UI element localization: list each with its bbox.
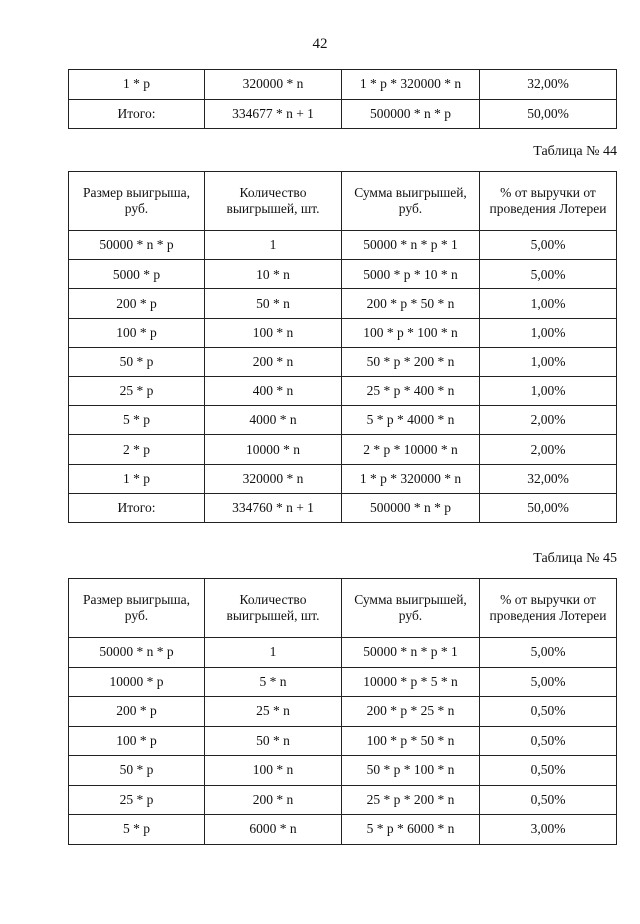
page-number: 42	[312, 36, 328, 52]
table-row	[69, 260, 617, 289]
table-row	[69, 435, 617, 464]
table-45-caption: Таблица № 45	[533, 551, 617, 566]
prize-size-cell: 5 * p	[69, 406, 205, 435]
table-row	[69, 231, 617, 260]
revenue-percent-cell: 0,50%	[480, 726, 617, 756]
prize-count-cell: 400 * n	[205, 376, 342, 405]
revenue-percent-cell: 32,00%	[480, 464, 617, 493]
prize-sum-cell: 5 * p * 6000 * n	[342, 815, 480, 845]
prize-count-cell: 200 * n	[205, 785, 342, 815]
table-body	[69, 231, 617, 523]
prize-sum-cell: 50000 * n * p * 1	[342, 231, 480, 260]
revenue-percent-cell: 2,00%	[480, 435, 617, 464]
revenue-percent-cell: 50,00%	[480, 99, 617, 129]
prize-size-cell: 5 * p	[69, 815, 205, 845]
prize-size-cell: 1 * p	[69, 70, 205, 100]
prize-count-cell: 50 * n	[205, 726, 342, 756]
prize-count-cell: 100 * n	[205, 318, 342, 347]
revenue-percent-cell: 1,00%	[480, 289, 617, 318]
table-header-row	[69, 579, 617, 638]
revenue-percent-cell: 2,00%	[480, 406, 617, 435]
table-row	[69, 638, 617, 668]
table-row	[69, 99, 617, 129]
header-prize-sum: Сумма выигрышей, руб.	[342, 579, 480, 638]
prize-size-cell: 5000 * p	[69, 260, 205, 289]
prize-count-cell: 334760 * n + 1	[205, 493, 342, 522]
prize-sum-cell: 500000 * n * p	[342, 99, 480, 129]
prize-sum-cell: 50 * p * 200 * n	[342, 347, 480, 376]
revenue-percent-cell: 50,00%	[480, 493, 617, 522]
table-row	[69, 406, 617, 435]
prize-size-cell: 50000 * n * p	[69, 231, 205, 260]
table-body	[69, 638, 617, 845]
prize-size-cell: 200 * p	[69, 697, 205, 727]
prize-size-cell: 100 * p	[69, 726, 205, 756]
revenue-percent-cell: 0,50%	[480, 785, 617, 815]
prize-count-cell: 50 * n	[205, 289, 342, 318]
table-header-row	[69, 172, 617, 231]
prize-size-cell: Итого:	[69, 99, 205, 129]
prize-count-cell: 320000 * n	[205, 70, 342, 100]
table-row	[69, 376, 617, 405]
revenue-percent-cell: 5,00%	[480, 638, 617, 668]
prize-size-cell: 10000 * p	[69, 667, 205, 697]
prize-count-cell: 100 * n	[205, 756, 342, 786]
prize-size-cell: 25 * p	[69, 376, 205, 405]
revenue-percent-cell: 3,00%	[480, 815, 617, 845]
prize-sum-cell: 2 * p * 10000 * n	[342, 435, 480, 464]
prize-sum-cell: 25 * p * 200 * n	[342, 785, 480, 815]
revenue-percent-cell: 32,00%	[480, 70, 617, 100]
prize-count-cell: 320000 * n	[205, 464, 342, 493]
revenue-percent-cell: 1,00%	[480, 347, 617, 376]
prize-count-cell: 10 * n	[205, 260, 342, 289]
revenue-percent-cell: 0,50%	[480, 756, 617, 786]
table-row	[69, 815, 617, 845]
prize-table-44	[68, 171, 617, 523]
revenue-percent-cell: 5,00%	[480, 667, 617, 697]
prize-sum-cell: 25 * p * 400 * n	[342, 376, 480, 405]
prize-sum-cell: 5000 * p * 10 * n	[342, 260, 480, 289]
prize-size-cell: 2 * p	[69, 435, 205, 464]
header-revenue-percent: % от выручки от проведения Лотереи	[480, 579, 617, 638]
prize-sum-cell: 500000 * n * p	[342, 493, 480, 522]
prize-size-cell: 200 * p	[69, 289, 205, 318]
prize-size-cell: 1 * p	[69, 464, 205, 493]
prize-sum-cell: 10000 * p * 5 * n	[342, 667, 480, 697]
prize-count-cell: 5 * n	[205, 667, 342, 697]
table-row	[69, 464, 617, 493]
table-row	[69, 756, 617, 786]
prize-count-cell: 1	[205, 638, 342, 668]
revenue-percent-cell: 5,00%	[480, 231, 617, 260]
prize-count-cell: 334677 * n + 1	[205, 99, 342, 129]
header-prize-count: Количество выигрышей, шт.	[205, 172, 342, 231]
prize-sum-cell: 100 * p * 100 * n	[342, 318, 480, 347]
prize-size-cell: Итого:	[69, 493, 205, 522]
table-row	[69, 318, 617, 347]
prize-size-cell: 50 * p	[69, 756, 205, 786]
prize-count-cell: 1	[205, 231, 342, 260]
table-body	[69, 70, 617, 129]
table-row	[69, 493, 617, 522]
prize-sum-cell: 200 * p * 50 * n	[342, 289, 480, 318]
table-row	[69, 667, 617, 697]
prize-sum-cell: 5 * p * 4000 * n	[342, 406, 480, 435]
header-revenue-percent: % от выручки от проведения Лотереи	[480, 172, 617, 231]
prize-sum-cell: 1 * p * 320000 * n	[342, 464, 480, 493]
table-row	[69, 347, 617, 376]
header-prize-sum: Сумма выигрышей, руб.	[342, 172, 480, 231]
prize-size-cell: 25 * p	[69, 785, 205, 815]
prize-size-cell: 100 * p	[69, 318, 205, 347]
revenue-percent-cell: 1,00%	[480, 318, 617, 347]
prize-table-45	[68, 578, 617, 845]
prize-table-continuation	[68, 69, 617, 129]
revenue-percent-cell: 1,00%	[480, 376, 617, 405]
table-row	[69, 70, 617, 100]
prize-count-cell: 25 * n	[205, 697, 342, 727]
prize-count-cell: 6000 * n	[205, 815, 342, 845]
prize-size-cell: 50 * p	[69, 347, 205, 376]
header-prize-size: Размер выигрыша, руб.	[69, 579, 205, 638]
header-prize-size: Размер выигрыша, руб.	[69, 172, 205, 231]
prize-sum-cell: 50 * p * 100 * n	[342, 756, 480, 786]
table-44-caption: Таблица № 44	[533, 144, 617, 159]
prize-sum-cell: 1 * p * 320000 * n	[342, 70, 480, 100]
prize-count-cell: 10000 * n	[205, 435, 342, 464]
header-prize-count: Количество выигрышей, шт.	[205, 579, 342, 638]
prize-sum-cell: 200 * p * 25 * n	[342, 697, 480, 727]
prize-sum-cell: 50000 * n * p * 1	[342, 638, 480, 668]
prize-sum-cell: 100 * p * 50 * n	[342, 726, 480, 756]
prize-size-cell: 50000 * n * p	[69, 638, 205, 668]
prize-count-cell: 200 * n	[205, 347, 342, 376]
table-row	[69, 785, 617, 815]
revenue-percent-cell: 0,50%	[480, 697, 617, 727]
prize-count-cell: 4000 * n	[205, 406, 342, 435]
table-row	[69, 726, 617, 756]
table-row	[69, 289, 617, 318]
table-row	[69, 697, 617, 727]
revenue-percent-cell: 5,00%	[480, 260, 617, 289]
